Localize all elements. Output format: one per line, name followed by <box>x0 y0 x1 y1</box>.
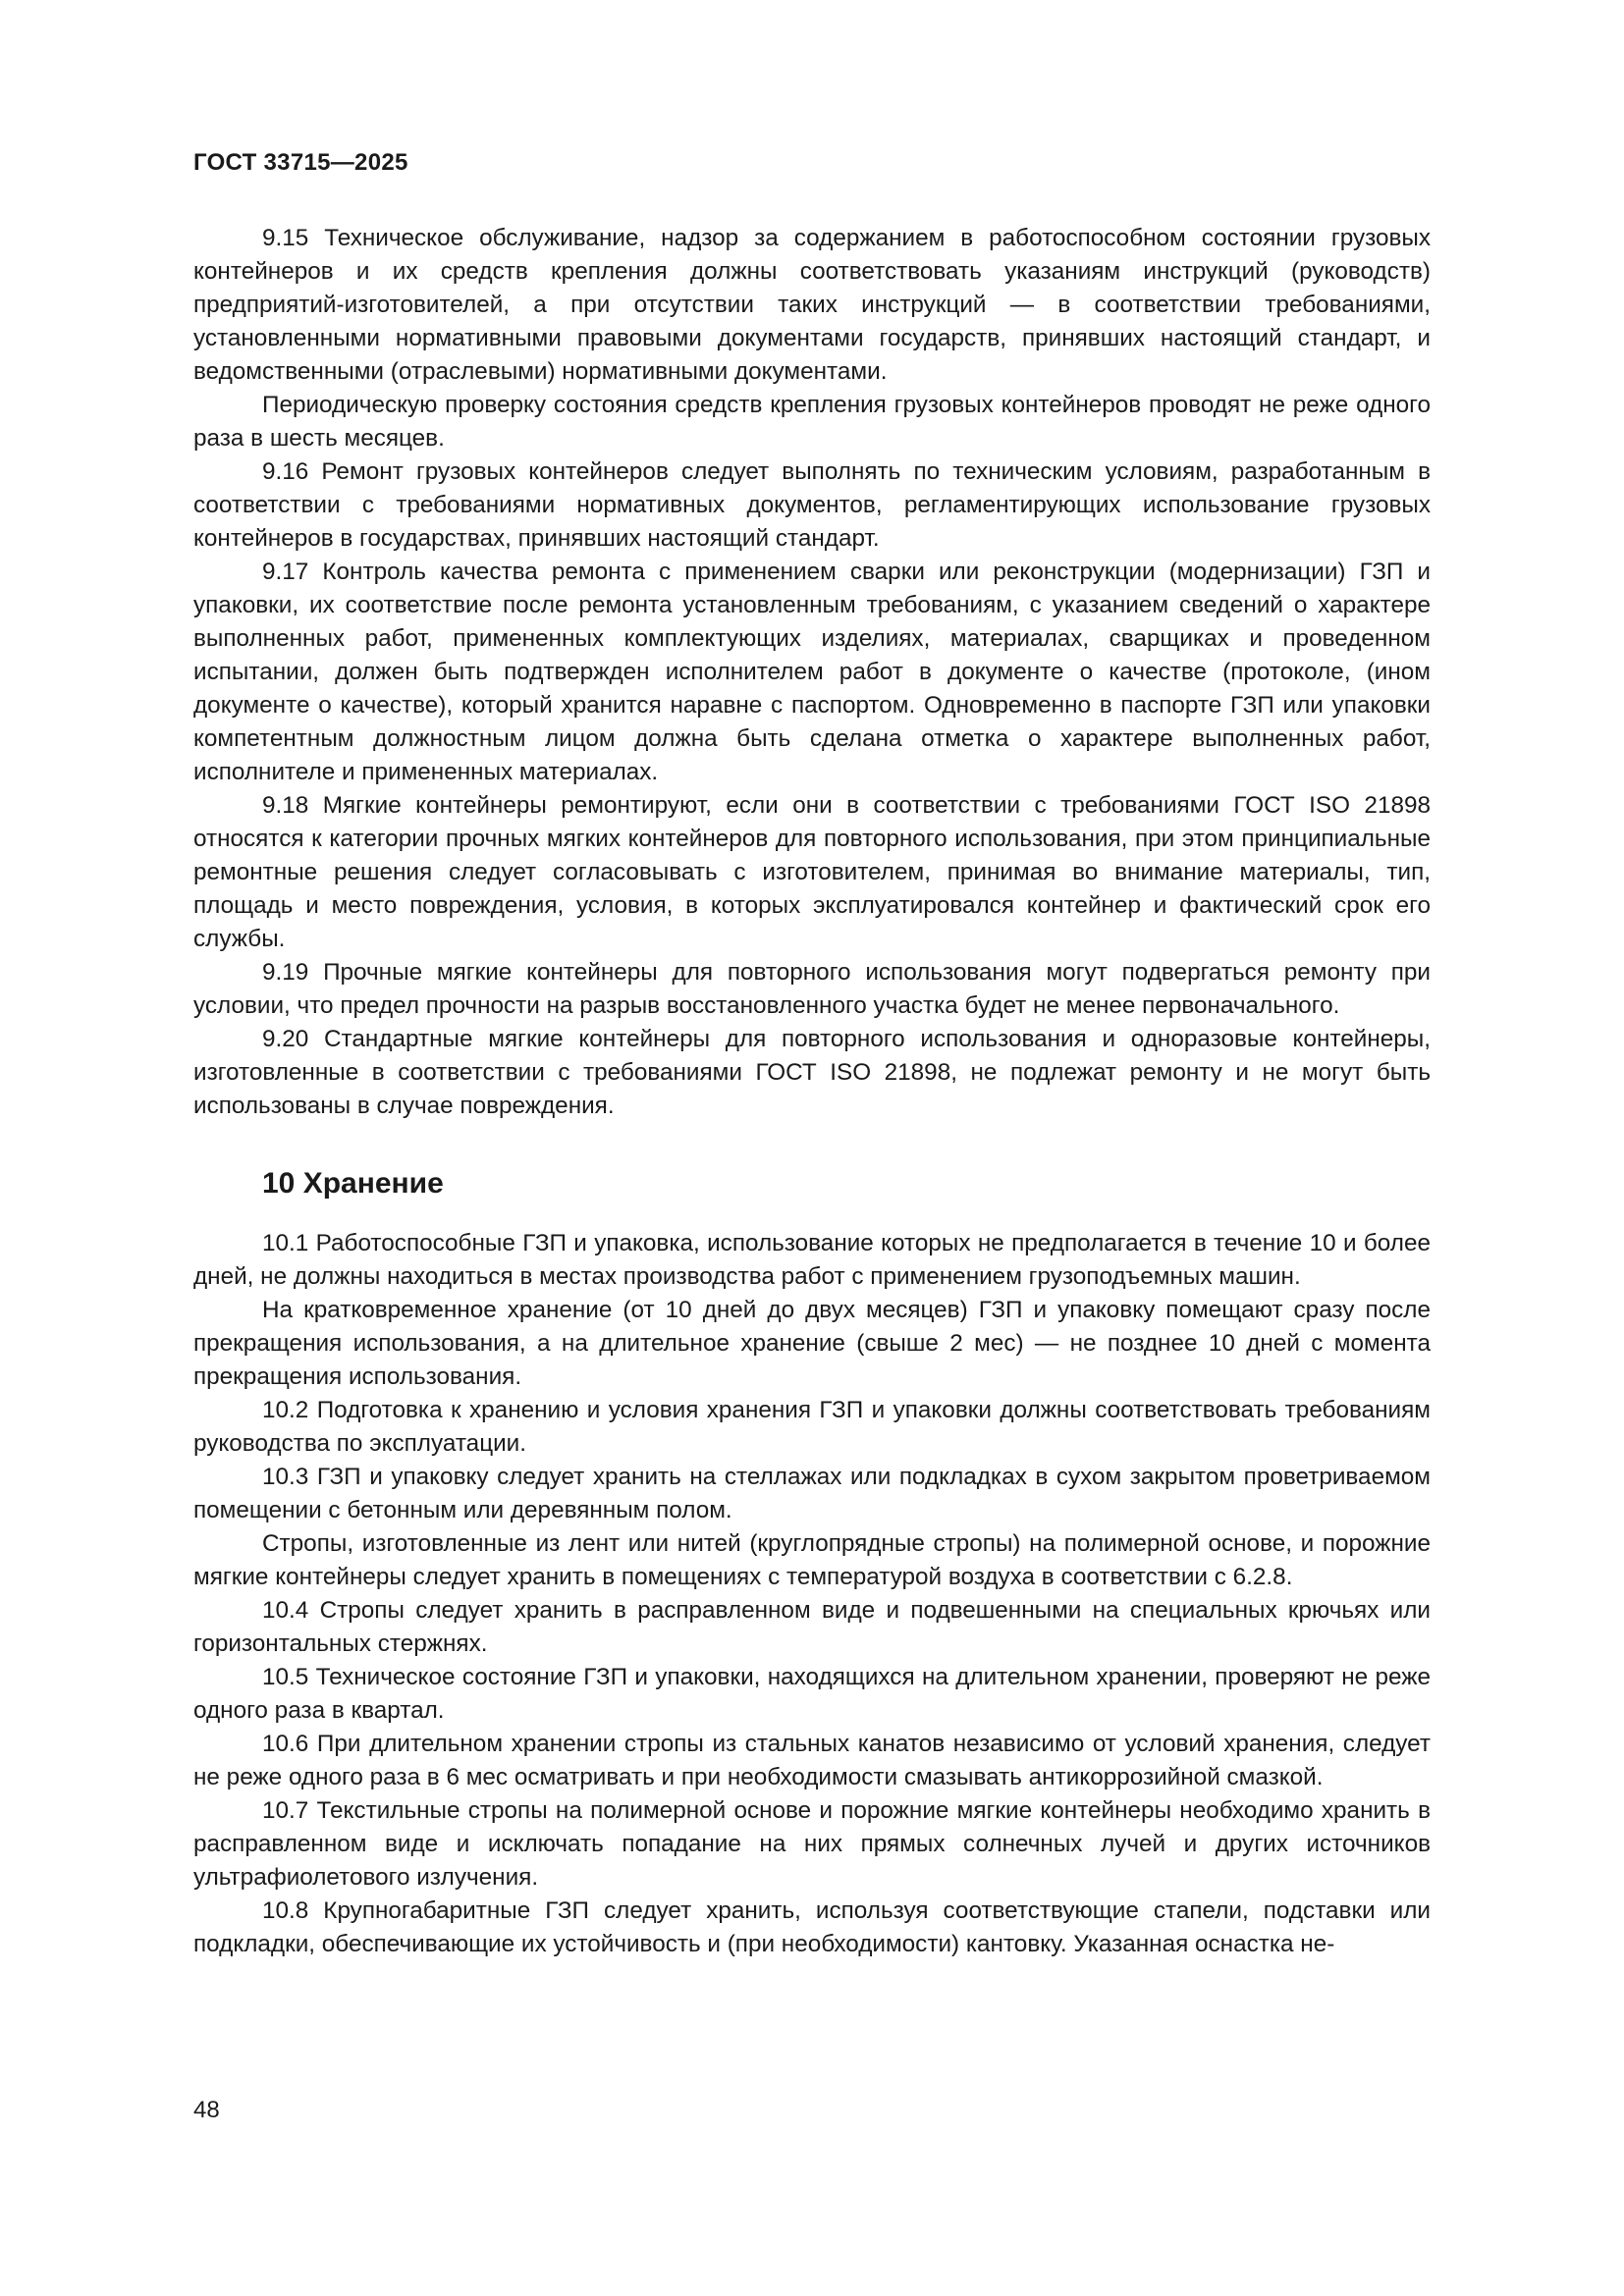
paragraph-9-15: 9.15 Техническое обслуживание, надзор за содержанием в работоспособном состоянии грузовых контейнеров и их средств крепления должны соответствовать указаниям инструкций (руководств) предприятий-изготовителей, а при отсутствии таких инструкций — в соответствии требованиями, установленными нормативными правовыми документами государств, принявших настоящий стандарт, и ведомственными (отраслевыми) нормативными документами. <box>193 225 1431 385</box>
paragraph-9-19: 9.19 Прочные мягкие контейнеры для повторного использования могут подвергаться ремонту при условии, что предел прочности на разрыв восстановленного участка будет не менее первоначального. <box>193 959 1431 1019</box>
document-header-code: ГОСТ 33715—2025 <box>193 149 408 176</box>
paragraph-periodic-check: Периодическую проверку состояния средств крепления грузовых контейнеров проводят не реже одного раза в шесть месяцев. <box>193 392 1431 452</box>
paragraph-10-5: 10.5 Техническое состояние ГЗП и упаковки, находящихся на длительном хранении, проверяют не реже одного раза в квартал. <box>193 1664 1431 1724</box>
paragraph-10-1: 10.1 Работоспособные ГЗП и упаковка, использование которых не предполагается в течение 10 и более дней, не должны находиться в местах производства работ с применением грузоподъемных машин. <box>193 1230 1431 1290</box>
paragraph-10-3: 10.3 ГЗП и упаковку следует хранить на стеллажах или подкладках в сухом закрытом проветриваемом помещении с бетонным или деревянным полом. <box>193 1464 1431 1523</box>
paragraph-10-4: 10.4 Стропы следует хранить в расправленном виде и подвешенными на специальных крючьях или горизонтальных стержнях. <box>193 1597 1431 1657</box>
paragraph-10-8: 10.8 Крупногабаритные ГЗП следует хранить, используя соответствующие стапели, подставки или подкладки, обеспечивающие их устойчивость и (при необходимости) кантовку. Указанная оснастка не- <box>193 1897 1431 1957</box>
paragraph-short-term-storage: На кратковременное хранение (от 10 дней до двух месяцев) ГЗП и упаковку помещают сразу после прекращения использования, а на длительное хранение (свыше 2 мес) — не позднее 10 дней с момента прекращения использования. <box>193 1297 1431 1390</box>
paragraph-9-20: 9.20 Стандартные мягкие контейнеры для повторного использования и одноразовые контейнеры, изготовленные в соответствии с требованиями ГОСТ ISO 21898, не подлежат ремонту и не могут быть использованы в случае повреждения. <box>193 1026 1431 1119</box>
document-body <box>193 222 1431 1961</box>
paragraph-slings-storage: Стропы, изготовленные из лент или нитей (круглопрядные стропы) на полимерной основе, и порожние мягкие контейнеры следует хранить в помещениях с температурой воздуха в соответствии с 6.2.8. <box>193 1530 1431 1590</box>
page-number: 48 <box>193 2097 220 2123</box>
section-10-heading: 10 Хранение <box>262 1167 444 1200</box>
paragraph-10-7: 10.7 Текстильные стропы на полимерной основе и порожние мягкие контейнеры необходимо хранить в расправленном виде и исключать попадание на них прямых солнечных лучей и других источников ультрафиолетового излучения. <box>193 1797 1431 1891</box>
paragraph-10-2: 10.2 Подготовка к хранению и условия хранения ГЗП и упаковки должны соответствовать требованиям руководства по эксплуатации. <box>193 1397 1431 1457</box>
paragraph-10-6: 10.6 При длительном хранении стропы из стальных канатов независимо от условий хранения, следует не реже одного раза в 6 мес осматривать и при необходимости смазывать антикоррозийной смазкой. <box>193 1731 1431 1790</box>
paragraph-9-18: 9.18 Мягкие контейнеры ремонтируют, если они в соответствии с требованиями ГОСТ ISO 21898 относятся к категории прочных мягких контейнеров для повторного использования, при этом принципиальные ремонтные решения следует согласовывать с изготовителем, принимая во внимание материалы, тип, площадь и место повреждения, условия, в которых эксплуатировался контейнер и фактический срок его службы. <box>193 792 1431 952</box>
paragraph-9-17: 9.17 Контроль качества ремонта с применением сварки или реконструкции (модернизации) ГЗП и упаковки, их соответствие после ремонта установленным требованиям, с указанием сведений о характере выполненных работ, примененных комплектующих изделиях, материалах, сварщиках и проведенном испытании, должен быть подтвержден исполнителем работ в документе о качестве (протоколе, (ином документе о качестве), который хранится наравне с паспортом. Одновременно в паспорте ГЗП или упаковки компетентным должностным лицом должна быть сделана отметка о характере выполненных работ, исполнителе и примененных материалах. <box>193 559 1431 785</box>
paragraph-9-16: 9.16 Ремонт грузовых контейнеров следует выполнять по техническим условиям, разработанным в соответствии с требованиями нормативных документов, регламентирующих использование грузовых контейнеров в государствах, принявших настоящий стандарт. <box>193 458 1431 552</box>
